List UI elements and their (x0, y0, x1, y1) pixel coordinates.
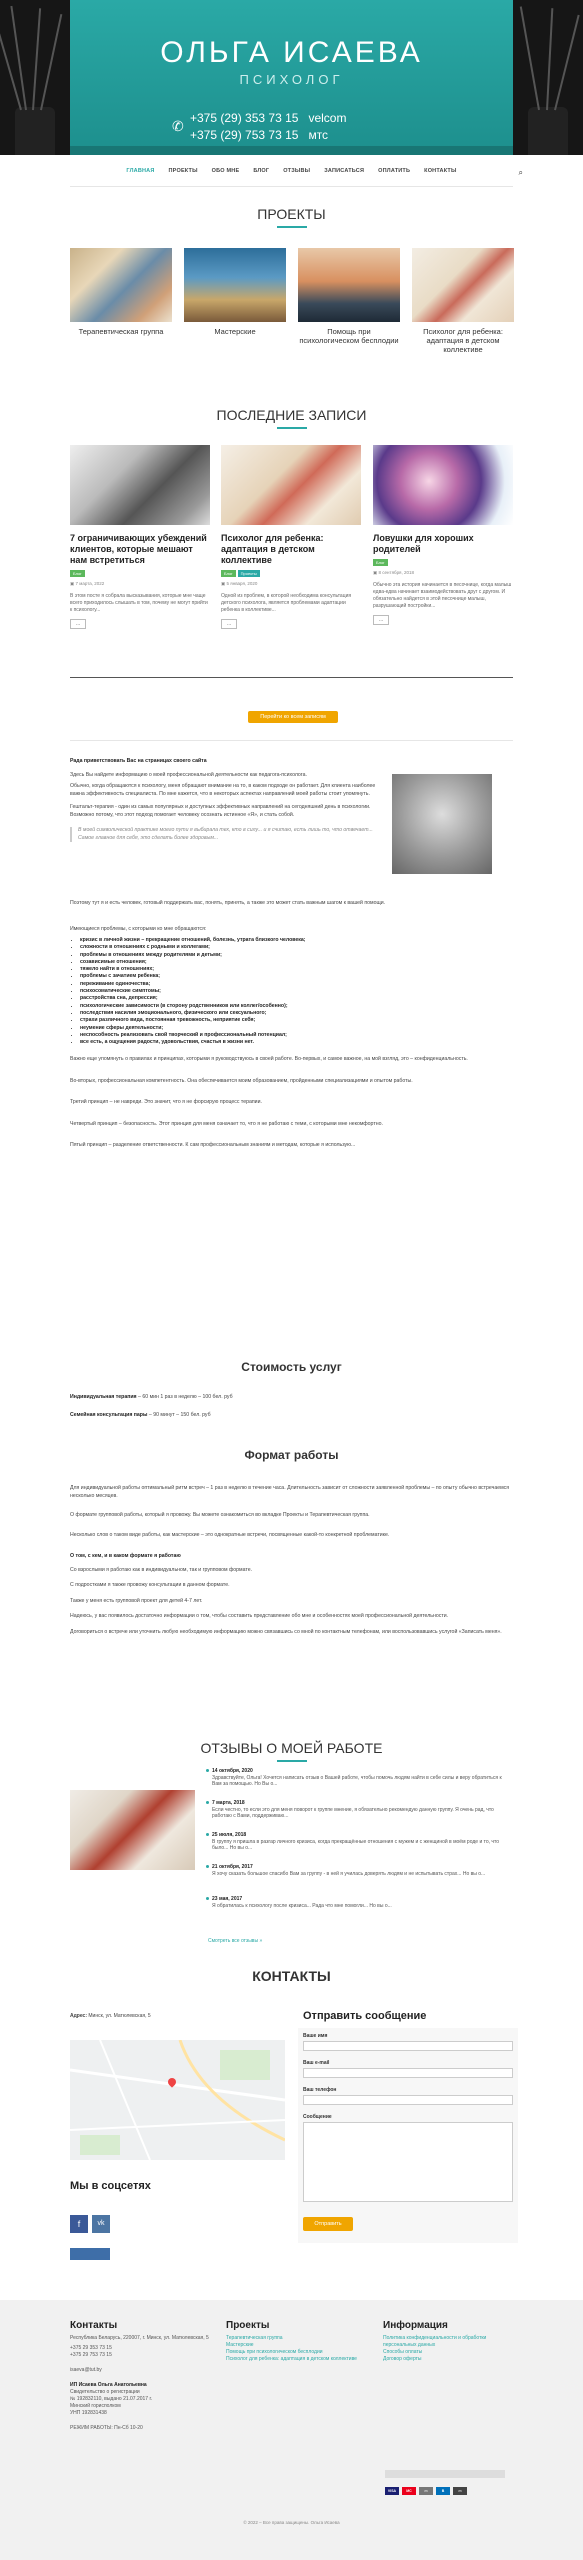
payment-logos-row (385, 2470, 505, 2478)
footer-link[interactable]: Помощь при психологическом бесплодии (226, 2349, 323, 2355)
format-paragraph: Надеюсь, у вас появилось достаточно информации о том, чтобы составить представление обо мне и особенностях моей профессиональной деятельности. (70, 1613, 449, 1619)
review-text: В группу я пришла в разгар личного кризиса, когда прекращённые отношения с мужем и с женщиной в моём роде и то, что было... Но вы о... (212, 1838, 500, 1851)
phones (172, 110, 347, 144)
footer-line: РЕЖИМ РАБОТЫ: Пн-Сб 10-20 (70, 2425, 143, 2431)
nav-signup[interactable]: ЗАПИСАТЬСЯ (324, 168, 365, 174)
prices-list (70, 1394, 513, 1419)
project-caption[interactable]: Терапевтическая группа (78, 327, 164, 336)
review-text: Если честно, то если это для меня поворот к группе мнение, я обязательно рекомендую данную группу. Я очень рад, что работаю с Вами, поддерживаю... (212, 1806, 494, 1819)
search-icon[interactable]: ⌕ (518, 168, 523, 177)
review-date: 23 мая, 2017 (212, 1896, 243, 1902)
footer-link[interactable]: Психолог для ребенка: адаптация в детском коллективе (226, 2356, 357, 2362)
article-paragraph: Четвертый принцип – безопасность. Этот принцип для меня означает то, что я не работаю с теми, с которыми мне некомфортно. (70, 1120, 383, 1127)
price-value: – 60 мин 1 раз в неделю – 100 бел. руб (136, 1394, 233, 1400)
article-paragraph: Поэтому тут я и есть человек, готовый поддержать вас, понять, принять, а также это может стать важным шагом к вашей помощи. (70, 900, 386, 906)
reviews-title-text: ОТЗЫВЫ О МОЕЙ РАБОТЕ (200, 1740, 383, 1756)
reviews-title (0, 1740, 583, 1762)
format-paragraph: О формате групповой работы, который я провожу. Вы можете ознакомиться во вкладке Проекты и Терапевтическая группа. (70, 1512, 370, 1518)
format-subheading: О том, с кем, и в каком формате я работаю (70, 1553, 181, 1559)
price-line (70, 1412, 513, 1420)
message-textarea[interactable] (303, 2122, 513, 2202)
nav-reviews[interactable]: ОТЗЫВЫ (283, 168, 311, 174)
post-date (221, 581, 361, 587)
post-image[interactable] (70, 445, 210, 525)
header (0, 0, 583, 155)
format-paragraph: Для индивидуальной работы оптимальный ритм встреч – 1 раз в неделю в течение часа. Длительность зависит от сложности заявленной проблемы – по опыту обычно встречаемся несколько месяцев. (70, 1485, 510, 1499)
post-image[interactable] (221, 445, 361, 525)
email-input[interactable] (303, 2068, 513, 2078)
mastercard-icon: MC (402, 2487, 416, 2495)
footer-info-title: Информация (383, 2320, 448, 2331)
posts-title (0, 407, 583, 429)
post-card (70, 445, 210, 629)
price-value: – 90 минут – 150 бел. руб (147, 1411, 211, 1418)
facebook-icon[interactable]: f (70, 2215, 88, 2233)
header-strip (70, 146, 513, 155)
badge-logo (70, 2248, 110, 2260)
site-title[interactable]: ОЛЬГА ИСАЕВА (160, 36, 423, 69)
list-item: • психологические зависимости (в сторону родственников или коллег/особенно); (80, 1003, 513, 1010)
read-more-button[interactable]: ... (70, 619, 86, 629)
review-date: 21 октября, 2017 (212, 1864, 253, 1870)
list-item: • переживание одиночества; (80, 981, 513, 988)
list-item: • неумение сферы деятельности; (80, 1025, 513, 1032)
footer-line: Свидетельство о регистрации (70, 2389, 140, 2395)
social-title: Мы в соцсетях (70, 2180, 151, 2192)
footer-projects (226, 2322, 366, 2363)
footer-contacts (70, 2322, 210, 2432)
footer-link[interactable]: Договор оферты (383, 2356, 422, 2362)
list-item: • последствия насилия эмоционального, физического или сексуального; (80, 1010, 513, 1017)
review-item (212, 1864, 512, 1877)
email-label: Ваш e-mail (303, 2060, 330, 2066)
list-item: • расстройства сна, депрессия; (80, 995, 513, 1002)
contacts-title: КОНТАКТЫ (252, 1968, 331, 1984)
main-nav (0, 168, 583, 186)
list-item: • неспособность реализовать свой творческий и профессиональный потенциал; (80, 1032, 513, 1039)
post-image[interactable] (373, 445, 513, 525)
calendar-icon: ▣ (70, 581, 76, 586)
review-item (212, 1768, 512, 1788)
article-paragraph: Гештальт-терапия - один из самых популярных и доступных эффективных направлений на сегодняшний день в психологии. Возможно потому, что этот подход помогает человеку осознать истинное «Я», и стать собой. (70, 804, 371, 818)
article-paragraph: Пятый принцип – разделение ответственности. К сам профессиональным знаниям и методам, которые я использую... (70, 1142, 356, 1149)
list-item: • страхи различного вида, постоянная тревожность, неприятие себя; (80, 1017, 513, 1024)
name-input[interactable] (303, 2041, 513, 2051)
post-tag[interactable]: Блог (70, 570, 85, 577)
projects-title (0, 206, 583, 228)
list-item: • все есть, а ощущения радости, удовольствия, счастья в жизни нет. (80, 1039, 513, 1046)
projects-title-text: ПРОЕКТЫ (257, 206, 326, 222)
phone-icon: ✆ (172, 118, 184, 134)
footer-line: УНП 192831438 (70, 2410, 107, 2416)
post-tag[interactable]: Блог (373, 559, 388, 566)
address-label: Адрес: (70, 2013, 87, 2019)
review-date: 14 октября, 2020 (212, 1768, 253, 1774)
price-label: Семейная консультация пары (70, 1411, 148, 1418)
project-image[interactable] (184, 248, 286, 322)
project-image[interactable] (298, 248, 400, 322)
card-icon: ▭ (419, 2487, 433, 2495)
review-item (212, 1896, 512, 1909)
nav-contacts[interactable]: КОНТАКТЫ (424, 168, 457, 174)
list-item: • проблемы в отношениях между родителями и детьми; (80, 952, 513, 959)
phone-2-operator: мтс (308, 128, 329, 142)
all-posts-button[interactable]: Перейти ко всем записям (248, 711, 338, 723)
article-paragraph: Обычно, когда обращаются к психологу, меня обращают внимание на то, в каком подходе он работает. Для клиента наиболее важна эффективность специалиста. По мне кажется, что в некоторых аспектах направлений моей работы стоит упомянуть. (70, 783, 376, 797)
post-date-text: 5 января, 2020 (226, 581, 258, 586)
post-title[interactable]: Психолог для ребенка: адаптация в детском коллективе (221, 533, 324, 565)
post-tag[interactable]: Блог (221, 570, 236, 577)
phone-input[interactable] (303, 2095, 513, 2105)
price-label: Индивидуальная терапия (70, 1394, 137, 1400)
portrait-photo (392, 774, 492, 874)
format-body (70, 1485, 513, 1636)
prices-title: Стоимость услуг (241, 1360, 342, 1374)
section-divider (70, 740, 513, 741)
review-item (212, 1832, 512, 1852)
post-card (373, 445, 513, 625)
footer-info (383, 2322, 513, 2363)
problems-list (70, 937, 513, 1046)
article-paragraph: Имеющиеся проблемы, с которыми ко мне обращаются: (70, 925, 207, 932)
footer-line: Республика Беларусь, 220007, г. Минск, ул. Матюлевская, 5 (70, 2335, 209, 2341)
post-date (70, 581, 210, 587)
article-intro (70, 758, 380, 842)
post-tag[interactable]: Проекты (238, 570, 260, 577)
all-reviews-link[interactable]: Смотреть все отзывы » (208, 1938, 263, 1944)
nav-about[interactable]: ОБО МНЕ (211, 168, 240, 174)
post-title[interactable]: 7 ограничивающих убеждений клиентов, которые мешают нам встретиться (70, 533, 207, 565)
project-card[interactable] (412, 248, 514, 354)
nav-pay[interactable]: ОПЛАТИТЬ (378, 168, 411, 174)
post-excerpt: Одной из проблем, в которой необходима консультация детского психолога, является проблемами адаптации ребенка в коллективе... (221, 593, 352, 613)
phone-1-operator: velcom (308, 111, 347, 125)
format-paragraph: Договориться о встрече или уточнить любую необходимую информацию можно связавшись со мной по контактным телефонам, или воспользовавшись услугой «Записать меня». (70, 1628, 502, 1635)
review-date: 7 марта, 2018 (212, 1800, 245, 1806)
footer-link[interactable]: Мастерские (226, 2342, 254, 2348)
posts-divider (70, 677, 513, 678)
calendar-icon: ▣ (221, 581, 227, 586)
post-excerpt: В этом посте я собрала высказывания, которые мне чаще всего приходилось слышать в том, почему не могут прийти к психологу... (70, 593, 208, 613)
project-caption[interactable]: Психолог для ребенка: адаптация в детском коллективе (423, 327, 503, 354)
format-paragraph: Со взрослыми я работаю как в индивидуальном, так и групповом формате. (70, 1566, 253, 1573)
format-paragraph: С подростками я также провожу консультации в данном формате. (70, 1582, 230, 1588)
nav-blog[interactable]: БЛОГ (253, 168, 270, 174)
format-paragraph: Также у меня есть групповой проект для детей 4-7 лет. (70, 1597, 203, 1604)
footer-line: № 192832110, выдано 21.07.2017 г. (70, 2396, 153, 2402)
review-date: 25 июля, 2018 (212, 1832, 247, 1838)
post-date-text: 7 марта, 2022 (75, 581, 105, 586)
message-label: Сообщение (303, 2114, 332, 2120)
footer-link[interactable]: Терапевтическая группа (226, 2335, 283, 2341)
map[interactable] (70, 2040, 285, 2160)
site-subtitle: ПСИХОЛОГ (239, 72, 344, 87)
address (70, 2013, 151, 2019)
form-title: Отправить сообщение (303, 2010, 427, 2022)
phone-2[interactable]: +375 (29) 753 73 15 (190, 128, 299, 142)
post-excerpt: Обычно эта история начинается в песочнице, когда малыш едва-едва начинает взаимодействовать друг с другом. И обязательно найдется в этой песочнице малыш, разрушающий постройки... (373, 582, 512, 609)
footer-line: ИП Исаева Ольга Анатольевна (70, 2382, 147, 2388)
list-item: • проблемы с зачатием ребенка; (80, 973, 513, 980)
article-body (70, 900, 513, 1150)
nav-projects[interactable]: ПРОЕКТЫ (168, 168, 198, 174)
send-button[interactable]: Отправить (303, 2217, 353, 2231)
footer-line: Минский горисполком (70, 2403, 121, 2409)
posts-title-text: ПОСЛЕДНИЕ ЗАПИСИ (216, 407, 367, 423)
list-item: • психосоматические симптомы; (80, 988, 513, 995)
footer-email[interactable]: isaeva@tut.by (70, 2367, 102, 2373)
footer-link[interactable]: Политика конфиденциальности и обработки персональных данных (383, 2335, 487, 2348)
visa-icon: VISA (385, 2487, 399, 2495)
phone-label: Ваш телефон (303, 2087, 337, 2093)
read-more-button[interactable]: ... (373, 615, 389, 625)
footer-projects-title: Проекты (226, 2320, 270, 2331)
name-label: Ваше имя (303, 2033, 328, 2039)
article-paragraph: Третий принцип – не навреди. Это значит, что я не форсирую процесс терапии. (70, 1099, 262, 1106)
map-graphic (70, 2040, 285, 2160)
price-line (70, 1394, 513, 1402)
project-image[interactable] (70, 248, 172, 322)
format-paragraph: Несколько слов о таком виде работы, как мастерские – это однократные встречи, посвященные какой-то конкретной проблематике. (70, 1531, 390, 1538)
nav-divider (70, 186, 513, 187)
article-paragraph: Во-вторых, профессиональная компетентность. Она обеспечивается моим образованием, пройденными специализациями и опытом работы. (70, 1077, 413, 1084)
article-heading: Рада приветствовать Вас на страницах своего сайта (70, 758, 207, 764)
footer-link[interactable]: Способы оплаты (383, 2349, 423, 2355)
project-caption[interactable]: Мастерские (214, 327, 256, 336)
nav-home[interactable]: ГЛАВНАЯ (126, 168, 155, 174)
footer-phone[interactable]: +375 29 353 73 15 (70, 2345, 112, 2351)
review-text: Я хочу сказать большое спасибо Вам за группу - в ней я училась доверять людям и не испытывать страх... Но вы о... (212, 1870, 486, 1877)
post-date (373, 570, 513, 576)
article-quote: В моей символической практике моего пути я выбирала тех, кто в силу... и я считаю, есть лишь то, что отвечает... Самое главное для себя, это сделать более здоровым... (70, 827, 380, 842)
list-item: • созависимые отношения; (80, 959, 513, 966)
post-date-text: 8 сентября, 2018 (378, 570, 414, 575)
read-more-button[interactable]: ... (221, 619, 237, 629)
list-item: • сложности в отношениях с родными и коллегами; (80, 944, 513, 951)
list-item: • кризис в личной жизни – прекращение отношений, болезнь, утрата близкого человека; (80, 937, 513, 944)
copyright: © 2022 – Все права защищены. Ольга Исаева (243, 2520, 340, 2525)
calendar-icon: ▣ (373, 570, 379, 575)
address-text: Минск, ул. Матюлевская, 5 (88, 2013, 151, 2019)
project-card[interactable] (184, 248, 286, 336)
phone-1[interactable]: +375 (29) 353 73 15 (190, 111, 299, 125)
article-paragraph: Здесь Вы найдете информацию о моей профессиональной деятельности как педагога-психолога. (70, 771, 307, 778)
vk-icon[interactable]: vk (92, 2215, 110, 2233)
project-card[interactable] (298, 248, 400, 345)
footer-contacts-title: Контакты (70, 2320, 118, 2331)
project-card[interactable] (70, 248, 172, 336)
post-title[interactable]: Ловушки для хороших родителей (373, 533, 474, 554)
review-image (70, 1790, 195, 1870)
format-title: Формат работы (244, 1448, 339, 1462)
post-card (221, 445, 361, 629)
payment-icon: ▭ (453, 2487, 467, 2495)
belcard-icon: B (436, 2487, 450, 2495)
review-text: Я обратилась к психологу после кризиса... Рада что мне помогли... Но вы о... (212, 1902, 392, 1909)
review-text: Здравствуйте, Ольга! Хочется написать отзыв о Вашей работе, чтобы помочь людям найти в себе силы и веру обратиться к Вам за помощью. Но Вы о... (212, 1774, 502, 1787)
list-item: • тяжело найти в отношениях; (80, 966, 513, 973)
review-item (212, 1800, 512, 1820)
project-image[interactable] (412, 248, 514, 322)
article-paragraph: Важно еще упомянуть о правилах и принципах, которыми я руководствуюсь в своей работе. Во-первых, и самое важное, на мой взгляд, это – конфиденциальность. (70, 1056, 468, 1063)
project-caption[interactable]: Помощь при психологическом бесплодии (299, 327, 399, 345)
footer-phone[interactable]: +375 29 753 73 15 (70, 2352, 112, 2358)
